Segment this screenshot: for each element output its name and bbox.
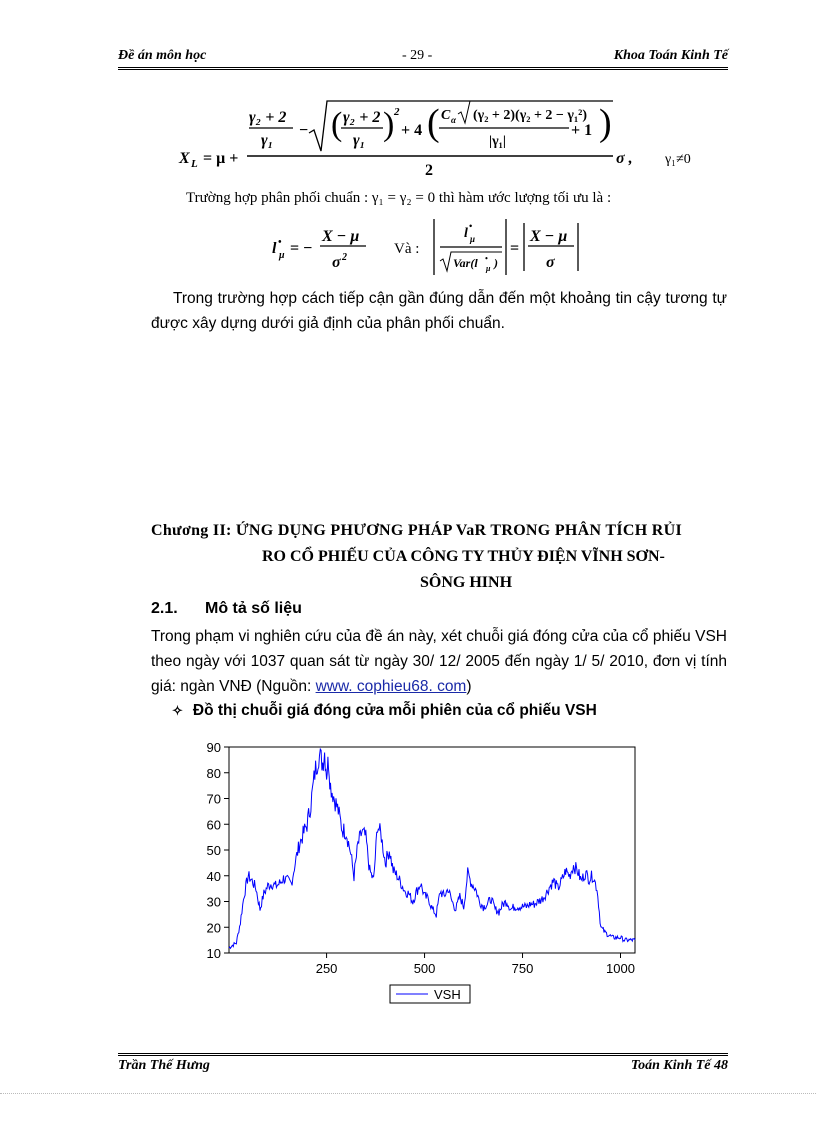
svg-text:l: l <box>272 240 277 257</box>
svg-text:(: ( <box>331 106 343 143</box>
header-rule <box>118 67 728 70</box>
svg-text:(γ₂ + 2)(γ₂ + 2 − γ₁²): (γ₂ + 2)(γ₂ + 2 − γ₁²) <box>473 108 588 123</box>
footer-class: Toán Kinh Tế 48 <box>630 1058 728 1073</box>
diamond-bullet-icon: ✧ <box>172 703 183 718</box>
page-footer <box>118 1058 728 1078</box>
svg-text:γ₁: γ₁ <box>353 132 366 149</box>
svg-text:=: = <box>510 240 520 257</box>
svg-text:= −: = − <box>290 240 313 257</box>
svg-text:2: 2 <box>394 106 400 118</box>
chapter-heading-line2: RO CỔ PHIẾU CỦA CÔNG TY THỦY ĐIỆN VĨNH SƠN- <box>262 548 665 565</box>
svg-text:α: α <box>451 115 456 125</box>
formula-sigma: σ , <box>616 150 633 167</box>
paragraph-close: ) <box>466 678 472 695</box>
y-tick-label: 10 <box>206 946 221 961</box>
section-number: 2.1. <box>151 600 178 617</box>
y-tick-label: 80 <box>206 765 221 781</box>
svg-text:•: • <box>278 237 282 248</box>
svg-text:|γ₁|: |γ₁| <box>489 134 506 149</box>
paragraph-normal-approx: Trong trường hợp cách tiếp cận gần đúng dẫn đến một khoảng tin cậy tương tự được xây dựng dưới giả định của phân phối chuẩn. <box>151 290 727 332</box>
svg-text:): ) <box>383 106 395 143</box>
svg-text:μ: μ <box>279 250 285 261</box>
header-faculty: Khoa Toán Kinh Tế <box>613 48 728 63</box>
svg-text:C: C <box>441 108 451 123</box>
svg-text:L: L <box>191 158 198 170</box>
svg-text:γ₂ + 2: γ₂ + 2 <box>343 109 381 126</box>
section-title: Mô tả số liệu <box>205 600 302 617</box>
svg-text:+ 4: + 4 <box>401 122 423 139</box>
page-header <box>118 48 728 68</box>
footer-rule <box>118 1053 728 1056</box>
formula-xl <box>175 95 735 180</box>
header-course: Đề án môn học <box>118 48 207 63</box>
y-tick-label: 90 <box>206 740 221 755</box>
svg-text:σ: σ <box>332 254 341 271</box>
svg-text:σ: σ <box>546 254 555 271</box>
formula-denominator: 2 <box>425 162 433 179</box>
svg-text:•: • <box>485 254 488 263</box>
paragraph-text: Trong phạm vi nghiên cứu của đề án này, xét chuỗi giá đóng cửa của cổ phiếu VSH theo ngày với 1037 quan sát từ ngày 30/ 12/ 2005 đến ngày 1/ 5/ 2010, đơn vị tính giá: ngàn VNĐ (Nguồn: <box>151 628 727 695</box>
x-tick-label: 1000 <box>606 961 635 976</box>
series-line-vsh <box>229 749 635 948</box>
x-tick-label: 500 <box>413 961 436 976</box>
chapter-heading-line3: SÔNG HINH <box>420 574 513 591</box>
paragraph-data-description <box>151 624 727 699</box>
svg-text:): ) <box>599 102 612 144</box>
svg-text:+ 1: + 1 <box>571 122 593 139</box>
header-page-number: - 29 - <box>402 48 433 63</box>
plot-frame <box>229 747 635 953</box>
svg-text:•: • <box>469 221 473 231</box>
legend-label: VSH <box>434 987 461 1002</box>
y-tick-label: 70 <box>206 791 221 807</box>
svg-text:): ) <box>494 256 498 270</box>
formula-l-mu <box>270 215 610 280</box>
chapter-heading-line1: Chương II: ỨNG DỤNG PHƯƠNG PHÁP VaR TRONG PHÂN TÍCH RỦI <box>151 522 683 539</box>
va-label: Và : <box>394 241 420 257</box>
y-tick-label: 20 <box>206 920 221 936</box>
formula-lhs: X <box>179 150 190 167</box>
x-tick-label: 750 <box>511 961 534 976</box>
normal-case-text: Trường hợp phân phối chuẩn : γ₁ = γ₂ = 0 thì hàm ước lượng tối ưu là : <box>186 190 612 206</box>
page-bottom-dotted-line <box>0 1093 816 1094</box>
svg-text:X − μ: X − μ <box>322 228 360 245</box>
footer-author: Trần Thế Hưng <box>118 1058 210 1073</box>
y-tick-label: 50 <box>206 843 221 858</box>
svg-text:μ: μ <box>486 264 491 273</box>
svg-text:μ: μ <box>470 234 476 244</box>
y-tick-label: 30 <box>206 894 221 910</box>
svg-text:−: − <box>299 122 309 139</box>
chart-caption <box>172 702 597 720</box>
svg-text:2: 2 <box>342 252 347 263</box>
x-tick-label: 250 <box>315 961 338 976</box>
svg-text:Var(l: Var(l <box>453 256 478 270</box>
formula-condition: γ₁≠0 <box>665 152 691 167</box>
svg-text:γ₂ + 2: γ₂ + 2 <box>249 109 287 126</box>
y-tick-label: 60 <box>206 817 221 833</box>
formula-eq: = μ + <box>203 150 239 167</box>
svg-text:l: l <box>464 226 468 241</box>
chart-caption-text: Đồ thị chuỗi giá đóng cửa mỗi phiên của cổ phiếu VSH <box>192 702 597 719</box>
y-tick-label: 40 <box>206 868 221 884</box>
vsh-price-chart <box>185 735 655 1010</box>
svg-text:(: ( <box>427 102 440 144</box>
svg-text:γ₁: γ₁ <box>261 132 274 149</box>
source-link[interactable]: www. cophieu68. com <box>315 678 467 695</box>
svg-text:X − μ: X − μ <box>530 228 568 245</box>
